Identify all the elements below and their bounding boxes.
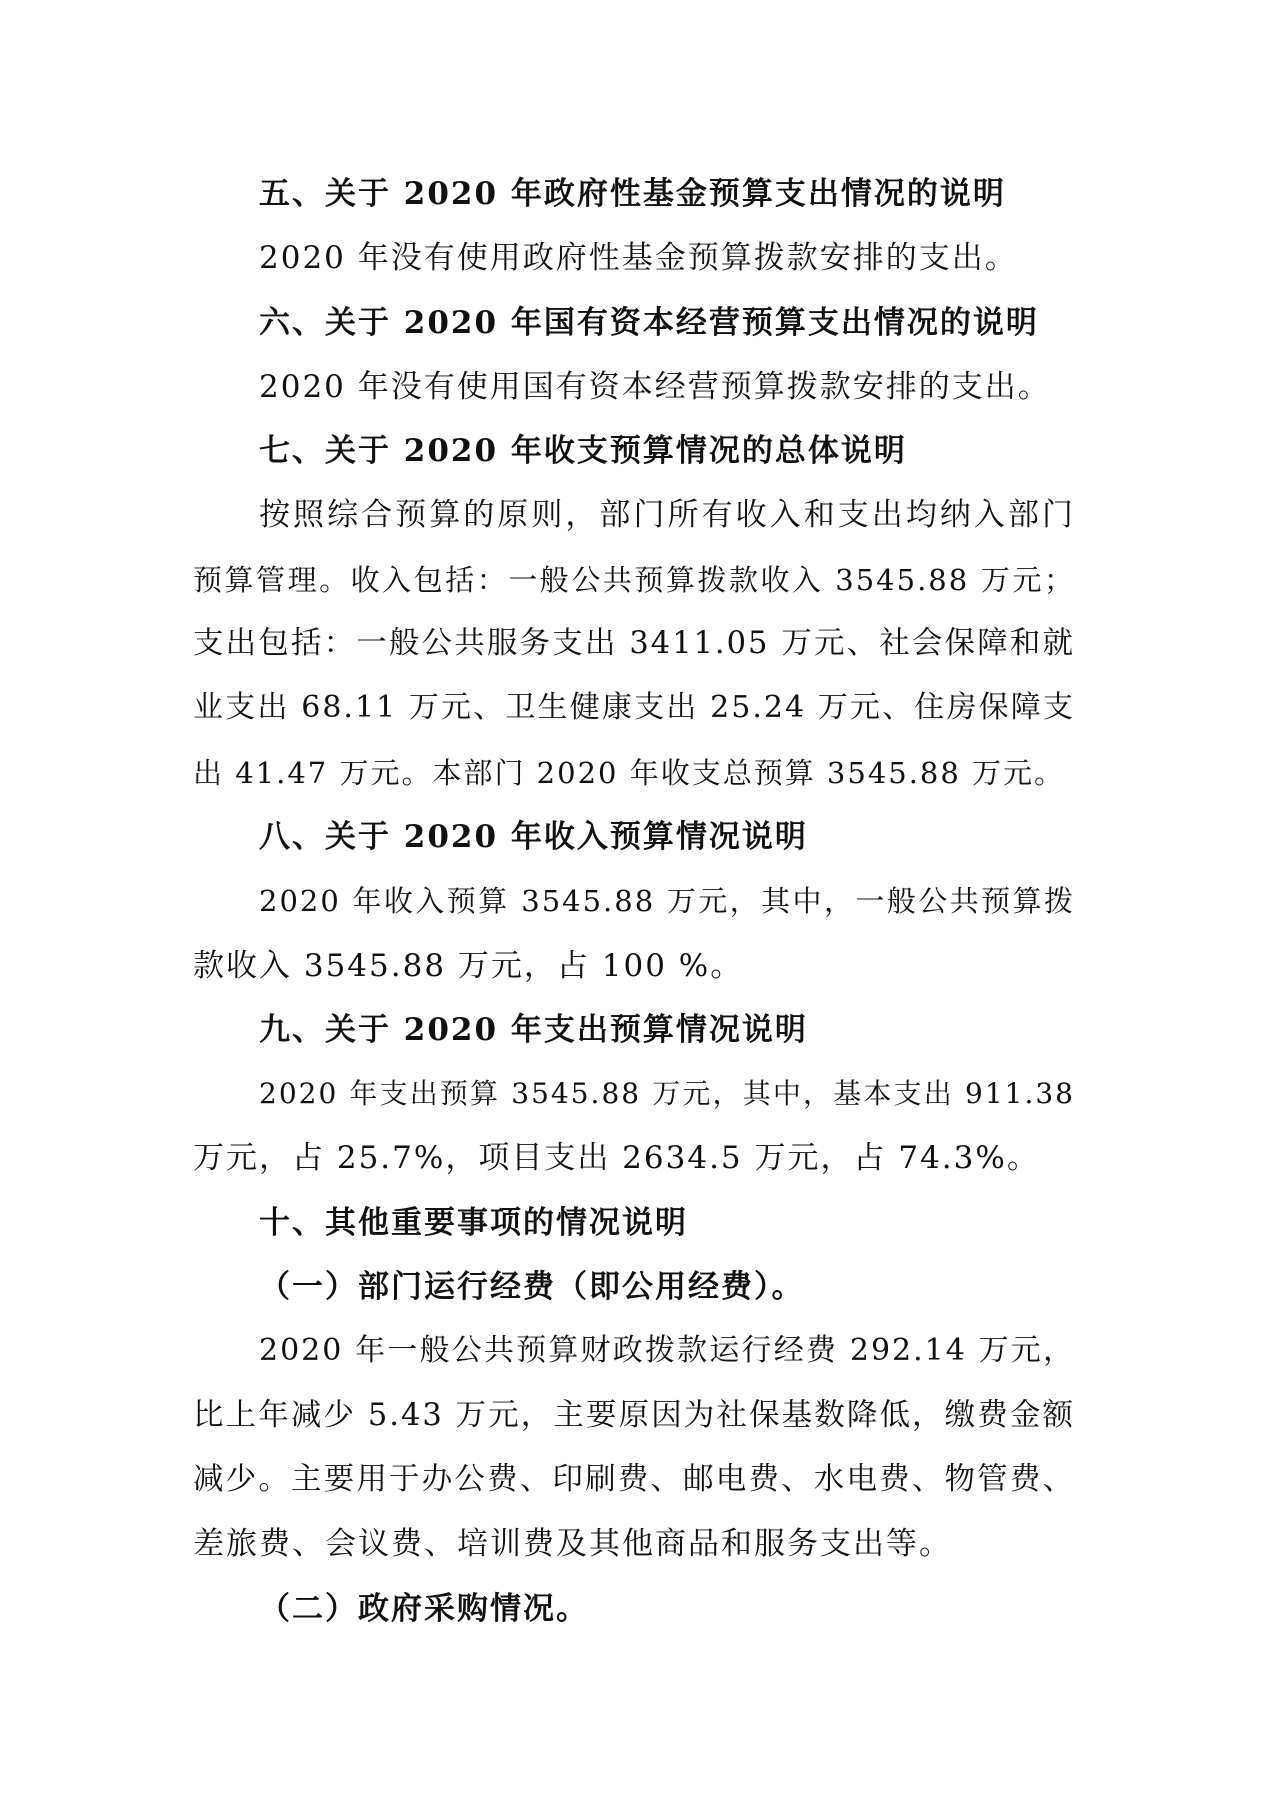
paragraph-line: 比上年减少 5.43 万元，主要原因为社保基数降低，缴费金额 bbox=[193, 1397, 1075, 1433]
document-body bbox=[193, 162, 1075, 1641]
section-heading-9: 九、关于 2020 年支出预算情况说明 bbox=[259, 1011, 808, 1048]
section-heading-5: 五、关于 2020 年政府性基金预算支出情况的说明 bbox=[259, 176, 1006, 212]
paragraph-line: 2020 年一般公共预算财政拨款运行经费 292.14 万元， bbox=[259, 1333, 1075, 1369]
subsection-heading-2: （二）政府采购情况。 bbox=[259, 1590, 589, 1627]
paragraph-line: 2020 年没有使用国有资本经营预算拨款安排的支出。 bbox=[259, 368, 1051, 405]
paragraph-line: 按照综合预算的原则，部门所有收入和支出均纳入部门 bbox=[259, 497, 1075, 534]
section-heading-6: 六、关于 2020 年国有资本经营预算支出情况的说明 bbox=[259, 304, 1039, 341]
subsection-heading-1: （一）部门运行经费（即公用经费）。 bbox=[259, 1269, 805, 1306]
paragraph-line: 出 41.47 万元。本部门 2020 年收支总预算 3545.88 万元。 bbox=[193, 755, 1066, 790]
section-heading-7: 七、关于 2020 年收支预算情况的总体说明 bbox=[259, 433, 907, 470]
section-heading-8: 八、关于 2020 年收入预算情况说明 bbox=[259, 818, 808, 855]
paragraph-line: 2020 年没有使用政府性基金预算拨款安排的支出。 bbox=[259, 240, 1018, 277]
paragraph-line: 减少。主要用于办公费、印刷费、邮电费、水电费、物管费、 bbox=[193, 1461, 1075, 1497]
paragraph-line: 2020 年收入预算 3545.88 万元，其中，一般公共预算拨 bbox=[259, 884, 1075, 919]
paragraph-line: 万元，占 25.7%，项目支出 2634.5 万元，占 74.3%。 bbox=[193, 1140, 1040, 1177]
section-heading-10: 十、其他重要事项的情况说明 bbox=[259, 1204, 688, 1241]
paragraph-line: 款收入 3545.88 万元，占 100 %。 bbox=[193, 947, 744, 984]
paragraph-line: 差旅费、会议费、培训费及其他商品和服务支出等。 bbox=[193, 1526, 952, 1563]
paragraph-line: 2020 年支出预算 3545.88 万元，其中，基本支出 911.38 bbox=[259, 1077, 1075, 1111]
paragraph-line: 预算管理。收入包括：一般公共预算拨款收入 3545.88 万元； bbox=[193, 562, 1075, 597]
paragraph-line: 业支出 68.11 万元、卫生健康支出 25.24 万元、住房保障支 bbox=[193, 690, 1075, 726]
paragraph-line: 支出包括：一般公共服务支出 3411.05 万元、社会保障和就 bbox=[193, 626, 1075, 662]
